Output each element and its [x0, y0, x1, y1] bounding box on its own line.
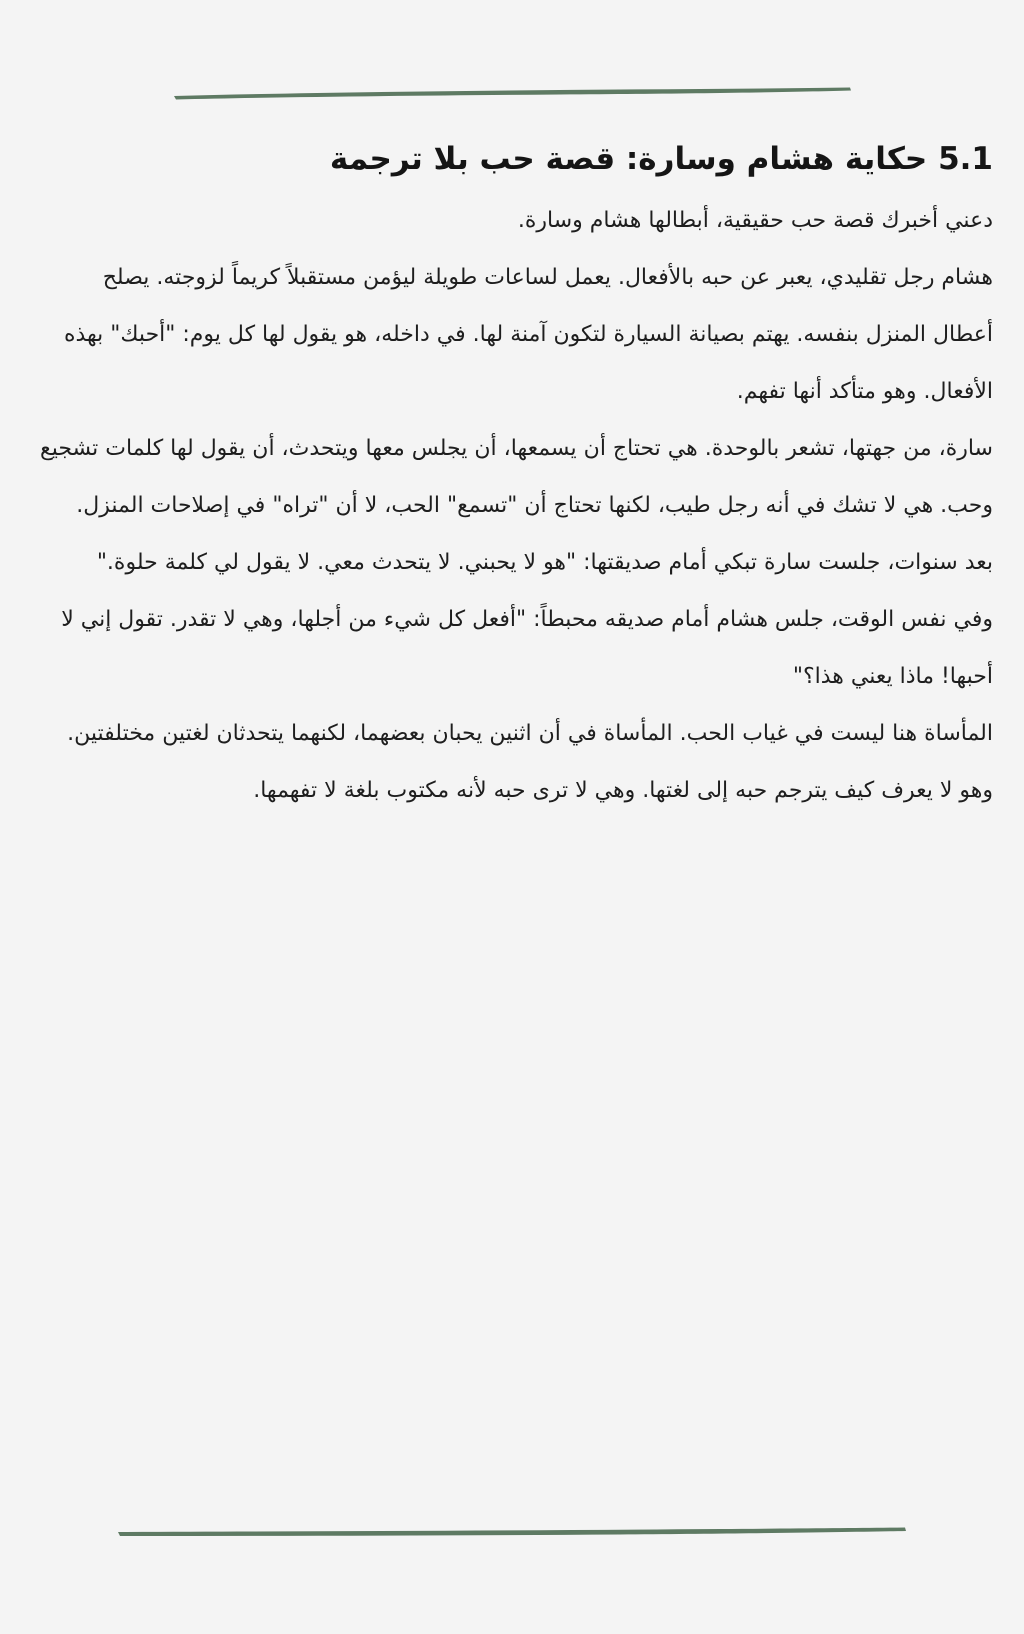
- bottom-brush-divider: [0, 1518, 1024, 1548]
- paragraph: المأساة هنا ليست في غياب الحب. المأساة في أن اثنين يحبان بعضهما، لكنهما يتحدثان لغتين مختلفتين. وهو لا يعرف كيف يترجم حبه إلى لغتها. وهي لا ترى حبه لأنه مكتوب بلغة لا تفهمها.: [67, 721, 993, 803]
- section-heading: 5.1 حكاية هشام وسارة: قصة حب بلا ترجمة: [329, 141, 993, 177]
- top-brush-divider: [0, 80, 1024, 110]
- paragraph: دعني أخبرك قصة حب حقيقية، أبطالها هشام وسارة.: [517, 208, 993, 233]
- paragraph: سارة، من جهتها، تشعر بالوحدة. هي تحتاج أن يسمعها، أن يجلس معها ويتحدث، أن يقول لها كلمات تشجيع وحب. هي لا تشك في أنه رجل طيب، لكنها تحتاج أن "تسمع" الحب، لا أن "تراه" في إصلاحات المنزل.: [39, 436, 993, 518]
- paragraph: بعد سنوات، جلست سارة تبكي أمام صديقتها: "هو لا يحبني. لا يتحدث معي. لا يقول لي كلمة حلوة.": [96, 550, 993, 575]
- document-body: [36, 128, 993, 819]
- paragraph: هشام رجل تقليدي، يعبر عن حبه بالأفعال. يعمل لساعات طويلة ليؤمن مستقبلاً كريماً لزوجته. يصلح أعطال المنزل بنفسه. يهتم بصيانة السيارة لتكون آمنة لها. في داخله، هو يقول لها كل يوم: "أحبك" بهذه الأفعال. وهو متأكد أنها تفهم.: [63, 265, 993, 404]
- paragraph: وفي نفس الوقت، جلس هشام أمام صديقه محبطاً: "أفعل كل شيء من أجلها، وهي لا تقدر. تقول إني لا أحبها! ماذا يعني هذا؟": [61, 607, 993, 689]
